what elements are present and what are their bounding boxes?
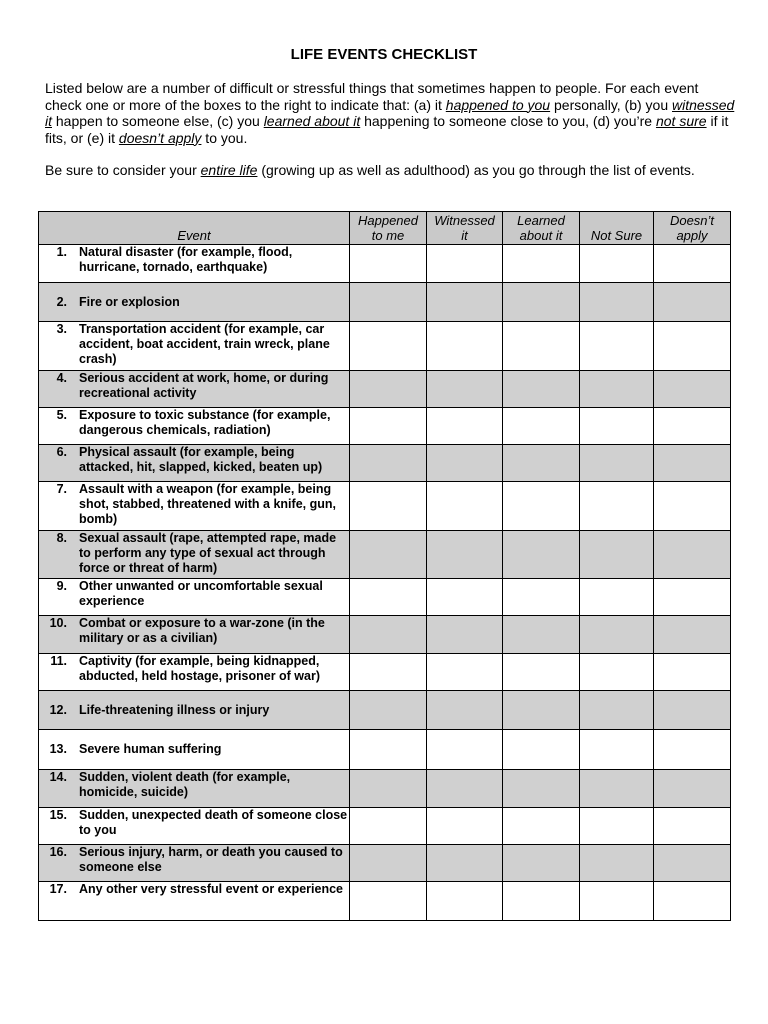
option-a-text: happened to you — [445, 96, 551, 113]
event-label — [39, 742, 349, 757]
event-cell — [39, 408, 350, 445]
checkbox-not-sure[interactable] — [580, 845, 654, 882]
checkbox-doesnt-apply[interactable] — [654, 579, 731, 616]
event-number: 5. — [56, 408, 67, 422]
event-text: Life-threatening illness or injury — [79, 702, 270, 717]
event-number: 17. — [49, 882, 67, 896]
event-number: 13. — [49, 742, 67, 756]
checkbox-not-sure[interactable] — [580, 808, 654, 845]
checkbox-not-sure[interactable] — [580, 408, 654, 445]
table-row — [39, 482, 731, 531]
event-number: 4. — [56, 371, 67, 385]
table-row — [39, 616, 731, 654]
checkbox-learned[interactable] — [503, 808, 580, 845]
checkbox-witnessed[interactable] — [427, 245, 503, 283]
event-label — [39, 882, 349, 897]
event-label — [39, 654, 349, 684]
event-label — [39, 531, 349, 576]
event-text: Physical assault (for example, being attacked, hit, slapped, kicked, beaten up) — [79, 445, 323, 474]
checkbox-doesnt-apply[interactable] — [654, 531, 731, 579]
checkbox-witnessed[interactable] — [427, 808, 503, 845]
event-text: Serious accident at work, home, or during recreational activity — [79, 371, 329, 400]
event-number: 15. — [49, 808, 67, 822]
checkbox-doesnt-apply[interactable] — [654, 616, 731, 654]
checkbox-happened[interactable] — [350, 654, 427, 691]
event-text: Any other very stressful event or experience — [79, 882, 344, 896]
checkbox-not-sure[interactable] — [580, 531, 654, 579]
checkbox-learned[interactable] — [503, 616, 580, 654]
checkbox-witnessed[interactable] — [427, 882, 503, 921]
event-label — [39, 482, 349, 527]
event-cell — [39, 322, 350, 371]
checkbox-doesnt-apply[interactable] — [654, 245, 731, 283]
checkbox-witnessed[interactable] — [427, 691, 503, 730]
checkbox-learned[interactable] — [503, 283, 580, 322]
checkbox-happened[interactable] — [350, 845, 427, 882]
header-witnessed: Witnessed it — [427, 212, 503, 245]
checkbox-not-sure[interactable] — [580, 730, 654, 770]
header-doesnt-apply: Doesn’t apply — [654, 212, 731, 245]
event-text: Sudden, violent death (for example, homicide, suicide) — [79, 770, 291, 799]
table-row — [39, 730, 731, 770]
checkbox-learned[interactable] — [503, 445, 580, 482]
checkbox-witnessed[interactable] — [427, 445, 503, 482]
checkbox-learned[interactable] — [503, 482, 580, 531]
event-cell — [39, 445, 350, 482]
checkbox-happened[interactable] — [350, 371, 427, 408]
header-happened: Happened to me — [350, 212, 427, 245]
table-row — [39, 691, 731, 730]
checkbox-doesnt-apply[interactable] — [654, 882, 731, 921]
checkbox-doesnt-apply[interactable] — [654, 808, 731, 845]
checkbox-happened[interactable] — [350, 730, 427, 770]
event-label — [39, 703, 349, 718]
checkbox-happened[interactable] — [350, 770, 427, 808]
event-text: Other unwanted or uncomfortable sexual experience — [79, 579, 323, 608]
checkbox-happened[interactable] — [350, 531, 427, 579]
event-cell — [39, 482, 350, 531]
checkbox-happened[interactable] — [350, 445, 427, 482]
event-label — [39, 295, 349, 310]
checkbox-learned[interactable] — [503, 371, 580, 408]
checkbox-happened[interactable] — [350, 322, 427, 371]
event-number: 14. — [49, 770, 67, 784]
checkbox-doesnt-apply[interactable] — [654, 445, 731, 482]
event-number: 10. — [49, 616, 67, 630]
header-learned: Learned about it — [503, 212, 580, 245]
checkbox-learned[interactable] — [503, 579, 580, 616]
checkbox-doesnt-apply[interactable] — [654, 730, 731, 770]
event-text: Captivity (for example, being kidnapped, abducted, held hostage, prisoner of war) — [79, 654, 321, 683]
table-header-row — [39, 212, 731, 245]
event-label — [39, 408, 349, 438]
checkbox-happened[interactable] — [350, 283, 427, 322]
checkbox-happened[interactable] — [350, 579, 427, 616]
checkbox-not-sure[interactable] — [580, 371, 654, 408]
event-number: 16. — [49, 845, 67, 859]
checkbox-happened[interactable] — [350, 808, 427, 845]
checkbox-not-sure[interactable] — [580, 482, 654, 531]
event-label — [39, 845, 349, 875]
event-text: Serious injury, harm, or death you caused to someone else — [79, 845, 343, 874]
event-cell — [39, 616, 350, 654]
instructions-paragraph-1: Listed below are a number of difficult or stressful things that sometimes happen to people. For each event check one or more of the boxes to the right to indicate that: (a) it happened to you personally, (b) you witnessed it happen to someone else, (c) you learned about it happening to someone close to you, (d) you’re not sure if it fits, or (e) it doesn’t apply to you. — [45, 80, 735, 146]
checkbox-witnessed[interactable] — [427, 482, 503, 531]
event-number: 2. — [56, 294, 67, 309]
checkbox-witnessed[interactable] — [427, 283, 503, 322]
table-row — [39, 808, 731, 845]
checkbox-not-sure[interactable] — [580, 445, 654, 482]
checkbox-doesnt-apply[interactable] — [654, 654, 731, 691]
instructions-paragraph-2: Be sure to consider your entire life (growing up as well as adulthood) as you go through the list of events. — [45, 162, 695, 178]
checkbox-witnessed[interactable] — [427, 579, 503, 616]
checkbox-witnessed[interactable] — [427, 654, 503, 691]
checkbox-happened[interactable] — [350, 408, 427, 445]
checkbox-witnessed[interactable] — [427, 616, 503, 654]
event-cell — [39, 691, 350, 730]
table-row — [39, 371, 731, 408]
checkbox-not-sure[interactable] — [580, 616, 654, 654]
event-text: Sudden, unexpected death of someone close to you — [79, 808, 348, 837]
event-text: Exposure to toxic substance (for example, dangerous chemicals, radiation) — [79, 408, 331, 437]
event-label — [39, 371, 349, 401]
event-cell — [39, 531, 350, 579]
event-cell — [39, 283, 350, 322]
checkbox-not-sure[interactable] — [580, 882, 654, 921]
table-row — [39, 245, 731, 283]
checkbox-witnessed[interactable] — [427, 408, 503, 445]
event-text: Sexual assault (rape, attempted rape, made to perform any type of sexual act through force or threat of harm) — [79, 531, 337, 575]
table-row — [39, 770, 731, 808]
event-number: 9. — [56, 579, 67, 593]
event-label — [39, 245, 349, 275]
checkbox-happened[interactable] — [350, 482, 427, 531]
table-row — [39, 408, 731, 445]
page-title: LIFE EVENTS CHECKLIST — [290, 46, 478, 63]
checkbox-learned[interactable] — [503, 882, 580, 921]
header-not-sure: Not Sure — [580, 212, 654, 245]
table-row — [39, 845, 731, 882]
event-cell — [39, 579, 350, 616]
table-row — [39, 654, 731, 691]
checkbox-learned[interactable] — [503, 691, 580, 730]
event-number: 6. — [56, 445, 67, 459]
checkbox-witnessed[interactable] — [427, 322, 503, 371]
header-event: Event — [39, 212, 350, 245]
event-cell — [39, 770, 350, 808]
event-cell — [39, 245, 350, 283]
event-number: 8. — [56, 531, 67, 545]
checkbox-learned[interactable] — [503, 845, 580, 882]
event-number: 11. — [50, 654, 67, 668]
table-row — [39, 322, 731, 371]
checkbox-learned[interactable] — [503, 770, 580, 808]
event-number: 12. — [49, 702, 67, 717]
checkbox-learned[interactable] — [503, 730, 580, 770]
checkbox-doesnt-apply[interactable] — [654, 691, 731, 730]
checkbox-not-sure[interactable] — [580, 579, 654, 616]
checkbox-learned[interactable] — [503, 408, 580, 445]
event-text: Fire or explosion — [79, 294, 180, 309]
checkbox-not-sure[interactable] — [580, 245, 654, 283]
checkbox-witnessed[interactable] — [427, 730, 503, 770]
checkbox-learned[interactable] — [503, 654, 580, 691]
checkbox-doesnt-apply[interactable] — [654, 845, 731, 882]
checkbox-doesnt-apply[interactable] — [654, 408, 731, 445]
event-number: 1. — [56, 245, 67, 259]
checkbox-doesnt-apply[interactable] — [654, 482, 731, 531]
event-text: Combat or exposure to a war-zone (in the military or as a civilian) — [79, 616, 325, 645]
instructions — [45, 80, 735, 179]
event-cell — [39, 371, 350, 408]
table-row — [39, 579, 731, 616]
event-cell — [39, 845, 350, 882]
checkbox-happened[interactable] — [350, 882, 427, 921]
checkbox-not-sure[interactable] — [580, 691, 654, 730]
event-number: 3. — [56, 322, 67, 336]
event-text: Assault with a weapon (for example, being shot, stabbed, threatened with a knife, gun, bomb) — [79, 482, 336, 526]
table-row — [39, 531, 731, 579]
event-cell — [39, 808, 350, 845]
checkbox-happened[interactable] — [350, 616, 427, 654]
table-row — [39, 283, 731, 322]
option-b-text: witnessed it — [45, 96, 735, 129]
checkbox-doesnt-apply[interactable] — [654, 283, 731, 322]
checkbox-witnessed[interactable] — [427, 371, 503, 408]
option-c-text: learned about it — [263, 113, 361, 129]
checkbox-learned[interactable] — [503, 322, 580, 371]
table-row — [39, 882, 731, 921]
checkbox-doesnt-apply[interactable] — [654, 322, 731, 371]
checkbox-not-sure[interactable] — [580, 322, 654, 371]
table-row — [39, 445, 731, 482]
checkbox-happened[interactable] — [350, 245, 427, 283]
checkbox-not-sure[interactable] — [580, 770, 654, 808]
event-number: 7. — [56, 482, 67, 496]
checkbox-learned[interactable] — [503, 245, 580, 283]
checkbox-witnessed[interactable] — [427, 770, 503, 808]
event-label — [39, 322, 349, 367]
event-cell — [39, 730, 350, 770]
event-label — [39, 808, 349, 838]
event-cell — [39, 882, 350, 921]
event-text: Natural disaster (for example, flood, hurricane, tornado, earthquake) — [79, 245, 293, 274]
checkbox-witnessed[interactable] — [427, 531, 503, 579]
option-d-text: not sure — [655, 113, 707, 129]
checkbox-not-sure[interactable] — [580, 283, 654, 322]
event-label — [39, 445, 349, 475]
checkbox-happened[interactable] — [350, 691, 427, 730]
checkbox-not-sure[interactable] — [580, 654, 654, 691]
life-events-table — [38, 211, 731, 921]
event-text: Transportation accident (for example, car accident, boat accident, train wreck, plane crash) — [79, 322, 330, 366]
event-cell — [39, 654, 350, 691]
event-text: Severe human suffering — [79, 742, 222, 756]
event-label — [39, 579, 349, 609]
entire-life-text: entire life — [200, 162, 258, 178]
checkbox-doesnt-apply[interactable] — [654, 371, 731, 408]
event-label — [39, 770, 349, 800]
option-e-text: doesn’t apply — [118, 129, 202, 146]
checkbox-doesnt-apply[interactable] — [654, 770, 731, 808]
checkbox-learned[interactable] — [503, 531, 580, 579]
event-label — [39, 616, 349, 646]
checkbox-witnessed[interactable] — [427, 845, 503, 882]
